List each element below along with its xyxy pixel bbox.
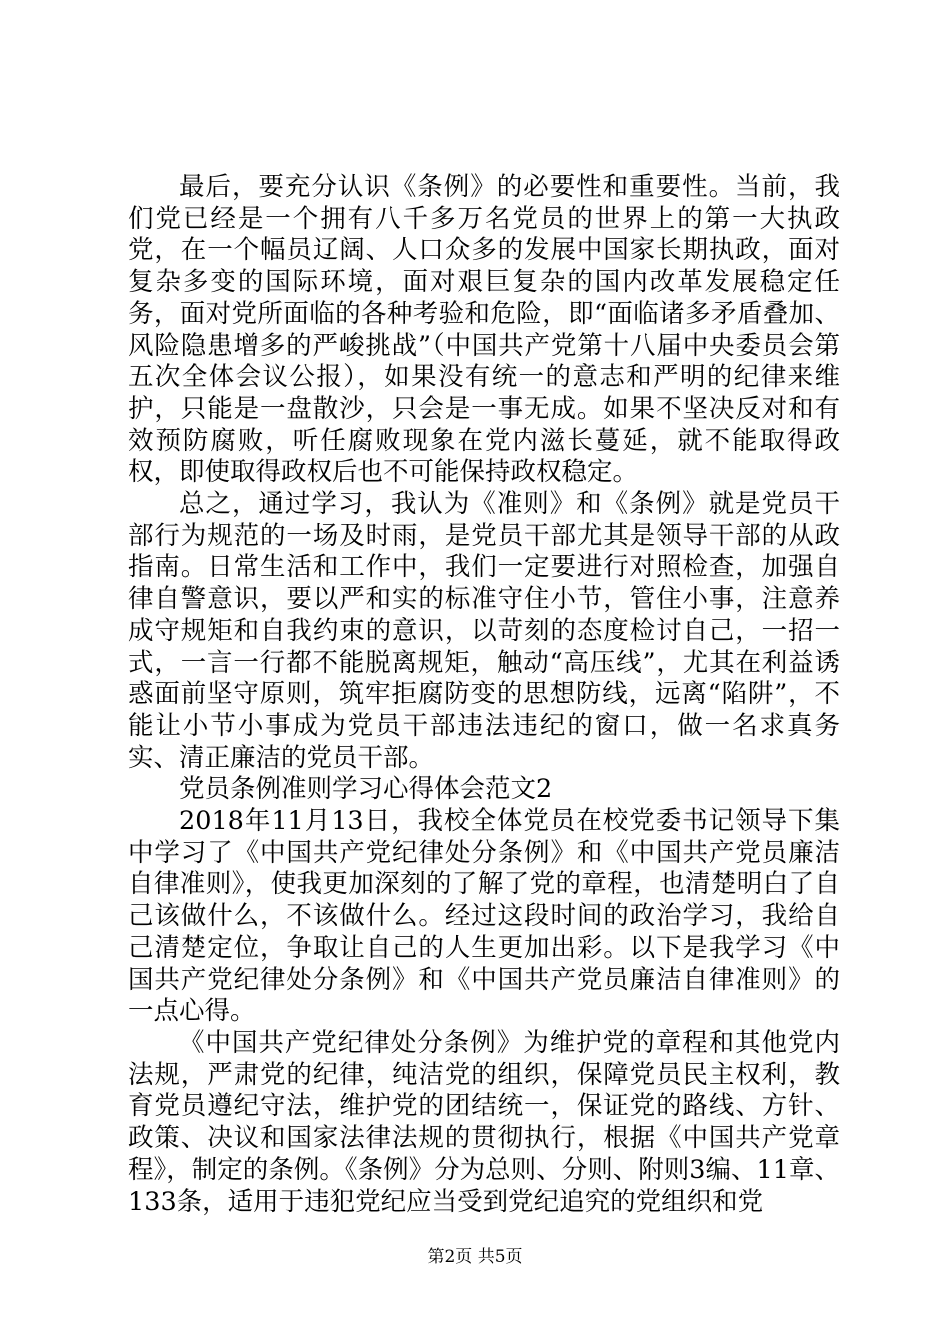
- page-number-footer: 第2页 共5页: [427, 1247, 523, 1267]
- document-body: [128, 172, 840, 1218]
- paragraph-summary: 总之，通过学习，我认为《准则》和《条例》就是党员干部行为规范的一场及时雨，是党员干部尤其是领导干部的从政指南。日常生活和工作中，我们一定要进行对照检查，加强自律自警意识，要以严和实的标准守住小节，管住小事，注意养成守规矩和自我约束的意识，以苛刻的态度检讨自己，一招一式，一言一行都不能脱离规矩，触动“高压线”，尤其在利益诱惑面前坚守原则，筑牢拒腐防变的思想防线，远离“陷阱”，不能让小节小事成为党员干部违法违纪的窗口，做一名求真务实、清正廉洁的党员干部。: [128, 489, 840, 773]
- paragraph-regulation-overview: 《中国共产党纪律处分条例》为维护党的章程和其他党内法规，严肃党的纪律，纯洁党的组织，保障党员民主权利，教育党员遵纪守法，维护党的团结统一，保证党的路线、方针、政策、决议和国家法律法规的贯彻执行，根据《中国共产党章程》，制定的条例。《条例》分为总则、分则、附则3编、11章、133条，适用于违犯党纪应当受到党纪追究的党组织和党: [128, 1027, 840, 1217]
- paragraph-study-intro: 2018年11月13日，我校全体党员在校党委书记领导下集中学习了《中国共产党纪律处分条例》和《中国共产党员廉洁自律准则》，使我更加深刻的了解了党的章程，也清楚明白了自己该做什么，不该做什么。经过这段时间的政治学习，我给自己清楚定位，争取让自己的人生更加出彩。以下是我学习《中国共产党纪律处分条例》和《中国共产党员廉洁自律准则》的一点心得。: [128, 806, 840, 1027]
- section-heading: 党员条例准则学习心得体会范文2: [179, 774, 553, 805]
- paragraph-conclusion-necessity: 最后，要充分认识《条例》的必要性和重要性。当前，我们党已经是一个拥有八千多万名党员的世界上的第一大执政党，在一个幅员辽阔、人口众多的发展中国家长期执政，面对复杂多变的国际环境，面对艰巨复杂的国内改革发展稳定任务，面对党所面临的各种考验和危险，即“面临诸多矛盾叠加、风险隐患增多的严峻挑战”（中国共产党第十八届中央委员会第五次全体会议公报），如果没有统一的意志和严明的纪律来维护，只能是一盘散沙，只会是一事无成。如果不坚决反对和有效预防腐败，听任腐败现象在党内滋长蔓延，就不能取得政权，即使取得政权后也不可能保持政权稳定。: [128, 172, 840, 488]
